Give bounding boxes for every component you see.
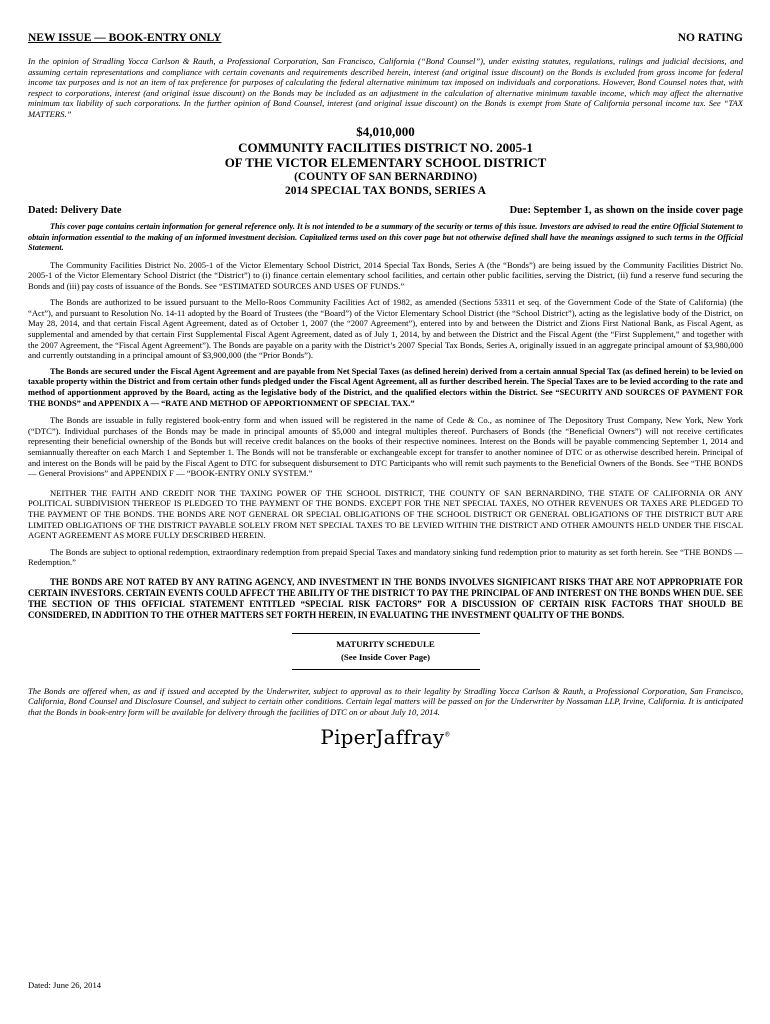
dated-due-row [28, 204, 743, 217]
document-date: Dated: June 26, 2014 [28, 980, 102, 990]
paragraph-risk-warning: THE BONDS ARE NOT RATED BY ANY RATING AGENCY, AND INVESTMENT IN THE BONDS INVOLVES SIGNIFICANT RISKS THAT ARE NOT APPROPRIATE FOR CERTAIN INVESTORS. CERTAIN EVENTS COULD AFFECT THE ABILITY OF THE DISTRICT TO PAY THE PRINCIPAL OF AND INTEREST ON THE BONDS WHEN DUE. SEE THE SECTION OF THIS OFFICIAL STATEMENT ENTITLED “SPECIAL RISK FACTORS” FOR A DISCUSSION OF CERTAIN RISK FACTORS THAT SHOULD BE CONSIDERED, IN ADDITION TO THE OTHER MATTERS SET FORTH HEREIN, IN EVALUATING THE INVESTMENT QUALITY OF THE BONDS. [28, 576, 743, 620]
maturity-schedule-box [292, 633, 480, 670]
paragraph-redemption: The Bonds are subject to optional redemption, extraordinary redemption from prepaid Special Taxes and mandatory sinking fund redemption prior to maturity as set forth herein. See “THE BONDS — Redemption.” [28, 546, 743, 568]
maturity-schedule-title: MATURITY SCHEDULE [336, 638, 435, 649]
logo-text: PiperJaffray [320, 725, 445, 750]
due-label: Due: September 1, as shown on the inside cover page [509, 205, 743, 216]
cover-notice: This cover page contains certain information for general reference only. It is not intended to be a summary of the security or terms of this issue. Investors are advised to read the entire Official Statement to obtain information essential to the making of an informed investment decision. Capitalized terms used on this cover page but not otherwise defined shall have the meanings assigned to such terms in the Official Statement. [28, 222, 743, 252]
paragraph-book-entry: The Bonds are issuable in fully registered book-entry form and when issued will be registered in the name of Cede & Co., as nominee of The Depository Trust Company, New York, New York (“DTC”). Individual purchases of the Bonds may be made in principal amounts of $5,000 and integral multiples thereof. Purchasers of Bonds (the “Beneficial Owners”) will not receive certificates representing their beneficial ownership of the Bonds but will receive credit balances on the books of their respective nominees. Interest on the Bonds will be payable commencing September 1, 2014 and semiannually thereafter on each March 1 and September 1. The Bonds will not be transferable or exchangeable except for transfer to another nominee of DTC or as otherwise described herein. Principal of and interest on the Bonds will be paid by the Fiscal Agent to DTC for subsequent disbursement to DTC Participants who will remit such payments to the Beneficial Owners of the Bonds. See “THE BONDS — General Provisions” and APPENDIX F — “BOOK-ENTRY ONLY SYSTEM.” [28, 415, 743, 479]
rating-label: NO RATING [677, 32, 743, 44]
issue-header [28, 30, 743, 46]
title-line-1: COMMUNITY FACILITIES DISTRICT NO. 2005-1 [238, 140, 533, 155]
title-line-2: OF THE VICTOR ELEMENTARY SCHOOL DISTRICT [224, 155, 547, 170]
new-issue-label: NEW ISSUE — BOOK-ENTRY ONLY [28, 32, 222, 44]
series-line: 2014 SPECIAL TAX BONDS, SERIES A [285, 185, 486, 197]
paragraph-limited-obligation: NEITHER THE FAITH AND CREDIT NOR THE TAXING POWER OF THE SCHOOL DISTRICT, THE COUNTY OF SAN BERNARDINO, THE STATE OF CALIFORNIA OR ANY POLITICAL SUBDIVISION THEREOF IS PLEDGED TO THE PAYMENT OF THE BONDS. EXCEPT FOR THE NET SPECIAL TAXES, NO OTHER REVENUES OR TAXES ARE PLEDGED TO THE PAYMENT OF THE BONDS. THE BONDS ARE NOT GENERAL OR SPECIAL OBLIGATIONS OF THE SCHOOL DISTRICT OR GENERAL OBLIGATIONS OF THE DISTRICT BUT ARE LIMITED OBLIGATIONS OF THE DISTRICT PAYABLE SOLELY FROM NET SPECIAL TAXES TO BE LEVIED WITHIN THE DISTRICT AND OTHER AMOUNTS HELD UNDER THE FISCAL AGENT AGREEMENT AS MORE FULLY DESCRIBED HEREIN. [28, 487, 743, 541]
paragraph-authorization: The Bonds are authorized to be issued pursuant to the Mello-Roos Community Facilities Act of 1982, as amended (Sections 53311 et seq. of the Government Code of the State of California) (the “Act”), and pursuant to Resolution No. 14-11 adopted by the Board of Trustees (the “Board”) of the Victor Elementary School District (the “School District”), acting as the legislative body of the District, on May 28, 2014, and that certain Fiscal Agent Agreement, dated as of October 1, 2007 (the “2007 Agreement”), entered into by and between the District and Zions First National Bank, as Fiscal Agent, as supplemental and amended by that certain First Supplemental Fiscal Agent Agreement, dated as of July 1, 2014, by and between the District and the Fiscal Agent (the “First Supplement,” and together with the 2007 Agreement, the “Fiscal Agent Agreement”). The Bonds are payable on a parity with the District’s 2007 Special Tax Bonds, Series A, originally issued in an aggregate principal amount of $3,980,000 and currently outstanding in a principal amount of $3,900,000 (the “Prior Bonds”). [28, 297, 743, 361]
bond-counsel-opinion: In the opinion of Stradling Yocca Carlson & Rauth, a Professional Corporation, San Francisco, California (“Bond Counsel”), under existing statutes, regulations, rulings and judicial decisions, and assuming certain representations and compliance with certain covenants and requirements described herein, interest (and original issue discount) on the Bonds is excluded from gross income for federal income tax purposes and is not an item of tax preference for purposes of calculating the federal alternative minimum tax imposed on individuals and corporations. However, Bond Counsel notes that, with respect to corporations, interest (and original issue discount) on the Bonds may be included as an adjustment in the calculation of alternative minimum taxable income, which may affect the alternative minimum tax liability of such corporations. In the further opinion of Bond Counsel, interest (and original issue discount) on the Bonds is exempt from State of California personal income tax. See “TAX MATTERS.” [28, 56, 743, 119]
dated-label: Dated: Delivery Date [28, 205, 122, 216]
county-line: (COUNTY OF SAN BERNARDINO) [294, 171, 477, 183]
paragraph-purpose: The Community Facilities District No. 2005-1 of the Victor Elementary School District, 2014 Special Tax Bonds, Series A (the “Bonds”) are being issued by the Community Facilities District No. 2005-1 of the Victor Elementary School District (the “District”) to (i) finance certain elementary school facilities, and certain other public facilities, serving the District, (ii) fund a reserve fund securing the Bonds and (iii) pay costs of issuance of the Bonds. See “ESTIMATED SOURCES AND USES OF FUNDS.” [28, 259, 743, 291]
offering-statement: The Bonds are offered when, as and if issued and accepted by the Underwriter, subject to approval as to their legality by Stradling Yocca Carlson & Rauth, a Professional Corporation, San Francisco, California, Bond Counsel and Disclosure Counsel, and subject to certain other conditions. Certain legal matters will be passed on for the Underwriter by Nossaman LLP, Irvine, California. It is anticipated that the Bonds in book-entry form will be available for delivery through the facilities of DTC on or about July 10, 2014. [28, 685, 743, 717]
piper-jaffray-logo: PiperJaffray® [320, 725, 451, 750]
paragraph-security: The Bonds are secured under the Fiscal Agent Agreement and are payable from Net Special Taxes (as defined herein) derived from a certain annual Special Tax (as defined herein) to be levied on taxable property within the District and from certain other funds pledged under the Fiscal Agent Agreement, all as further described herein. The Special Taxes are to be levied according to the rate and method of apportionment approved by the Board, acting as the legislative body of the District, and the qualified electors within the District. See “SECURITY AND SOURCES OF PAYMENT FOR THE BONDS” and APPENDIX A — “RATE AND METHOD OF APPORTIONMENT OF SPECIAL TAX.” [28, 366, 743, 408]
bond-amount: $4,010,000 [356, 124, 415, 139]
maturity-schedule-subtitle: (See Inside Cover Page) [340, 651, 430, 662]
document-page [28, 30, 743, 749]
